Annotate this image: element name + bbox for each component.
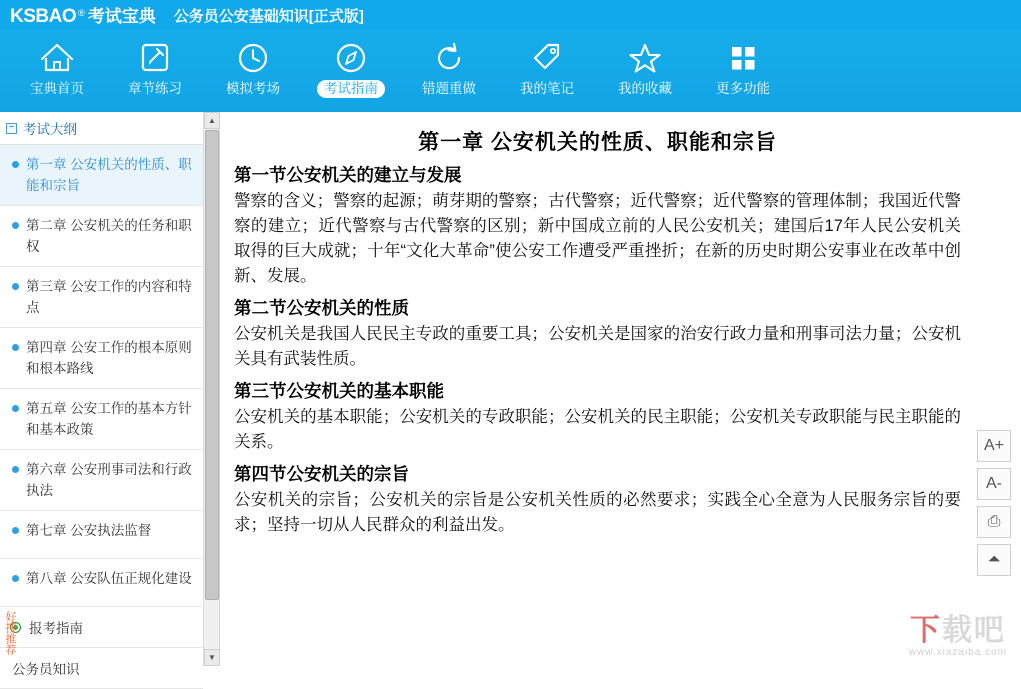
main-toolbar <box>0 30 1021 112</box>
section-heading-2: 第二节公安机关的性质 <box>234 298 409 318</box>
sidebar-item-label: 第八章 公安队伍正规化建设 <box>26 571 192 586</box>
bullet-icon <box>12 161 19 168</box>
section-heading-4: 第四节公安机关的宗旨 <box>234 464 409 484</box>
sidebar-item-civil-servant-knowledge[interactable] <box>0 648 203 689</box>
sidebar-item-label: 第二章 公安机关的任务和职权 <box>26 218 192 254</box>
sidebar-scroll-area <box>0 112 203 677</box>
bullet-icon <box>12 283 19 290</box>
sidebar-item-chapter-2[interactable] <box>0 206 203 267</box>
toolbar-label: 我的收藏 <box>618 81 672 96</box>
bullet-icon <box>12 222 19 229</box>
bullet-icon <box>12 344 19 351</box>
toolbar-item-more-functions[interactable] <box>694 30 792 112</box>
watermark-url: www.xiazaiba.com <box>908 647 1007 658</box>
toolbar-label: 更多功能 <box>716 81 770 96</box>
watermark <box>909 615 1007 658</box>
section-heading-1: 第一节公安机关的建立与发展 <box>234 165 462 185</box>
content-tool-strip <box>977 430 1013 576</box>
sidebar-item-chapter-6[interactable] <box>0 450 203 511</box>
bullet-icon <box>12 527 19 534</box>
sidebar-item-label: 第一章 公安机关的性质、职能和宗旨 <box>26 157 192 193</box>
section-heading-3: 第三节公安机关的基本职能 <box>234 381 444 401</box>
sidebar-item-application-guide[interactable] <box>0 607 203 648</box>
sidebar-item-chapter-1[interactable] <box>0 145 203 206</box>
logo-text: KSBAO <box>10 6 77 27</box>
clock-icon <box>234 38 272 76</box>
sidebar-item-label: 第五章 公安工作的基本方针和基本政策 <box>26 401 192 437</box>
toolbar-item-my-notes[interactable] <box>498 30 596 112</box>
watermark-text-left: 下 <box>909 614 942 647</box>
sidebar-outline-title: 考试大纲 <box>23 122 77 137</box>
toolbar-item-mock-exam[interactable] <box>204 30 302 112</box>
sidebar-item-chapter-4[interactable] <box>0 328 203 389</box>
collapse-icon[interactable]: − <box>6 123 17 134</box>
scrollbar-thumb[interactable] <box>205 130 219 600</box>
sidebar-item-chapter-8[interactable] <box>0 559 203 607</box>
toolbar-label: 考试指南 <box>317 80 385 98</box>
logo-text-cn: 考试宝典 <box>87 7 156 26</box>
toolbar-item-redo-wrong[interactable] <box>400 30 498 112</box>
document-body <box>220 112 1021 552</box>
window-title: 公务员公安基础知识[正式版] <box>173 7 364 25</box>
toolbar-item-my-favorites[interactable] <box>596 30 694 112</box>
toolbar-label: 错题重做 <box>422 81 476 96</box>
sidebar-item-label: 第六章 公安刑事司法和行政执法 <box>26 462 192 498</box>
font-increase-button[interactable]: A+ <box>977 430 1011 462</box>
section-body-4: 公安机关的宗旨；公安机关的宗旨是公安机关性质的必然要求；实践全心全意为人民服务宗旨的要求；坚持一切从人民群众的利益出发。 <box>234 491 961 534</box>
section-body-2: 公安机关是我国人民民主专政的重要工具；公安机关是国家的治安行政力量和刑事司法力量；公安机关具有武装性质。 <box>234 325 961 368</box>
section-body-1: 警察的含义；警察的起源；萌芽期的警察；古代警察；近代警察；近代警察的管理体制；我国近代警察的建立；近代警察与古代警察的区别；新中国成立前的人民公安机关；建国后17年人民公安机关取得的巨大成就；十年“文化大革命”使公安工作遭受严重挫折；在新的历史时期公安事业在改革中创新、发展。 <box>234 192 961 285</box>
sidebar-item-chapter-7[interactable] <box>0 511 203 559</box>
sidebar <box>0 112 220 677</box>
sidebar-item-chapter-5[interactable] <box>0 389 203 450</box>
compass-icon <box>332 38 370 76</box>
logo-registered-mark: ® <box>78 8 85 18</box>
sidebar-item-label: 公务员知识 <box>12 662 80 677</box>
scroll-top-button[interactable]: ⏶ <box>977 544 1011 576</box>
page-title: 第一章 公安机关的性质、职能和宗旨 <box>418 131 777 154</box>
star-icon <box>626 38 664 76</box>
app-logo <box>10 2 156 28</box>
toolbar-item-exam-guide[interactable] <box>302 30 400 112</box>
sidebar-item-label: 第三章 公安工作的内容和特点 <box>26 279 192 315</box>
pencil-square-icon <box>136 38 174 76</box>
sidebar-outline-header[interactable] <box>0 112 203 145</box>
bullet-icon <box>12 575 19 582</box>
toolbar-label: 宝典首页 <box>30 81 84 96</box>
sidebar-item-label: 第七章 公安执法监督 <box>26 523 152 538</box>
watermark-text <box>909 615 1007 647</box>
sidebar-item-chapter-3[interactable] <box>0 267 203 328</box>
toolbar-label: 章节练习 <box>128 81 182 96</box>
toolbar-label: 模拟考场 <box>226 81 280 96</box>
scroll-up-arrow[interactable]: ▲ <box>204 112 220 129</box>
watermark-text-right: 载吧 <box>941 614 1006 647</box>
font-decrease-button[interactable]: A- <box>977 468 1011 500</box>
content-pane <box>220 112 1021 666</box>
title-bar <box>0 0 1021 30</box>
sidebar-item-label: 第四章 公安工作的根本原则和根本路线 <box>26 340 192 376</box>
scroll-down-arrow[interactable]: ▼ <box>204 649 220 666</box>
toolbar-label: 我的笔记 <box>520 81 574 96</box>
bullet-icon <box>12 466 19 473</box>
grid-icon <box>724 38 762 76</box>
sidebar-item-label: 报考指南 <box>29 621 83 636</box>
toolbar-item-chapter-practice[interactable] <box>106 30 204 112</box>
section-body-3: 公安机关的基本职能；公安机关的专政职能；公安机关的民主职能；公安机关专政职能与民主职能的关系。 <box>234 408 961 451</box>
main-body <box>0 112 1021 677</box>
bullet-icon <box>12 405 19 412</box>
home-icon <box>38 38 76 76</box>
sidebar-scrollbar[interactable] <box>203 112 219 666</box>
print-button[interactable]: ⎙ <box>977 506 1011 538</box>
promo-ribbon: 好搜推荐 <box>4 611 16 655</box>
toolbar-item-home[interactable] <box>8 30 106 112</box>
refresh-icon <box>430 38 468 76</box>
tag-icon <box>528 38 566 76</box>
